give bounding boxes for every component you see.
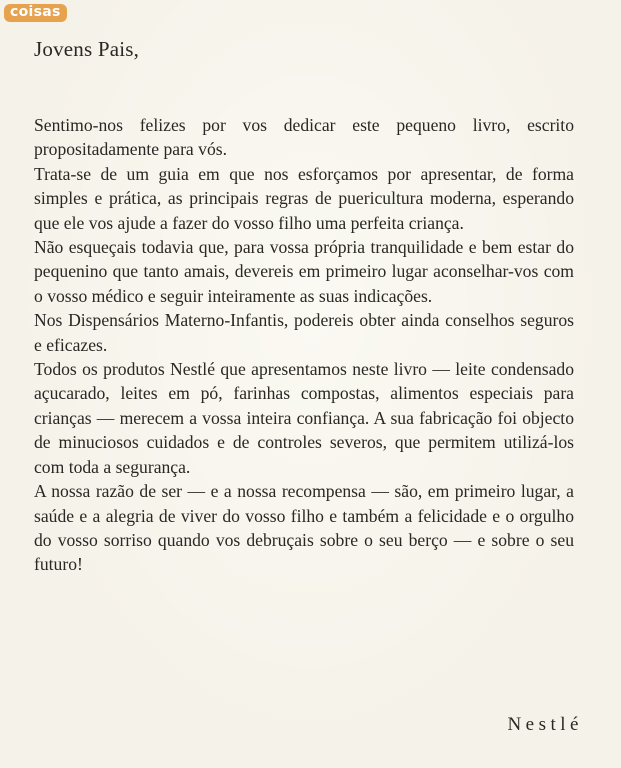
paragraph-3: Não esqueçais todavia que, para vossa própria tranquilidade e bem estar do pequenino que tanto amais, devereis em primeiro lugar aconselhar-vos com o vosso médico e seguir inteiramente as suas indicações. [34, 237, 574, 306]
salutation-heading: Jovens Pais, [34, 37, 140, 61]
paragraph-1: Sentimo-nos felizes por vos dedicar este pequeno livro, escrito propositadamente para vós. [34, 115, 574, 160]
paragraph-2: Trata-se de um guia em que nos esforçamos por apresentar, de forma simples e prática, as principais regras de puericultura moderna, esperando que ele vos ajude a fazer do vosso filho uma perfeita criança. [34, 163, 574, 233]
letter-body [34, 113, 574, 577]
site-watermark-logo: coisas [4, 4, 67, 22]
signature: Nestlé [507, 714, 583, 735]
paragraph-4: Nos Dispensários Materno-Infantis, podereis obter ainda conselhos seguros e eficazes. [34, 310, 574, 355]
paragraph-5: Todos os produtos Nestlé que apresentamos neste livro — leite condensado açucarado, leites em pó, farinhas compostas, alimentos especiais para crianças — merecem a vossa inteira confiança. A sua fabricação foi objecto de minuciosos cuidados e de controles severos, que permitem utilizá-los com toda a segurança. [34, 359, 574, 477]
paragraph-6: A nossa razão de ser — e a nossa recompensa — são, em primeiro lugar, a saúde e a alegria de viver do vosso filho e também a felicidade e o orgulho do vosso sorriso quando vos debruçais sobre o seu berço — e sobre o seu futuro! [34, 481, 574, 575]
